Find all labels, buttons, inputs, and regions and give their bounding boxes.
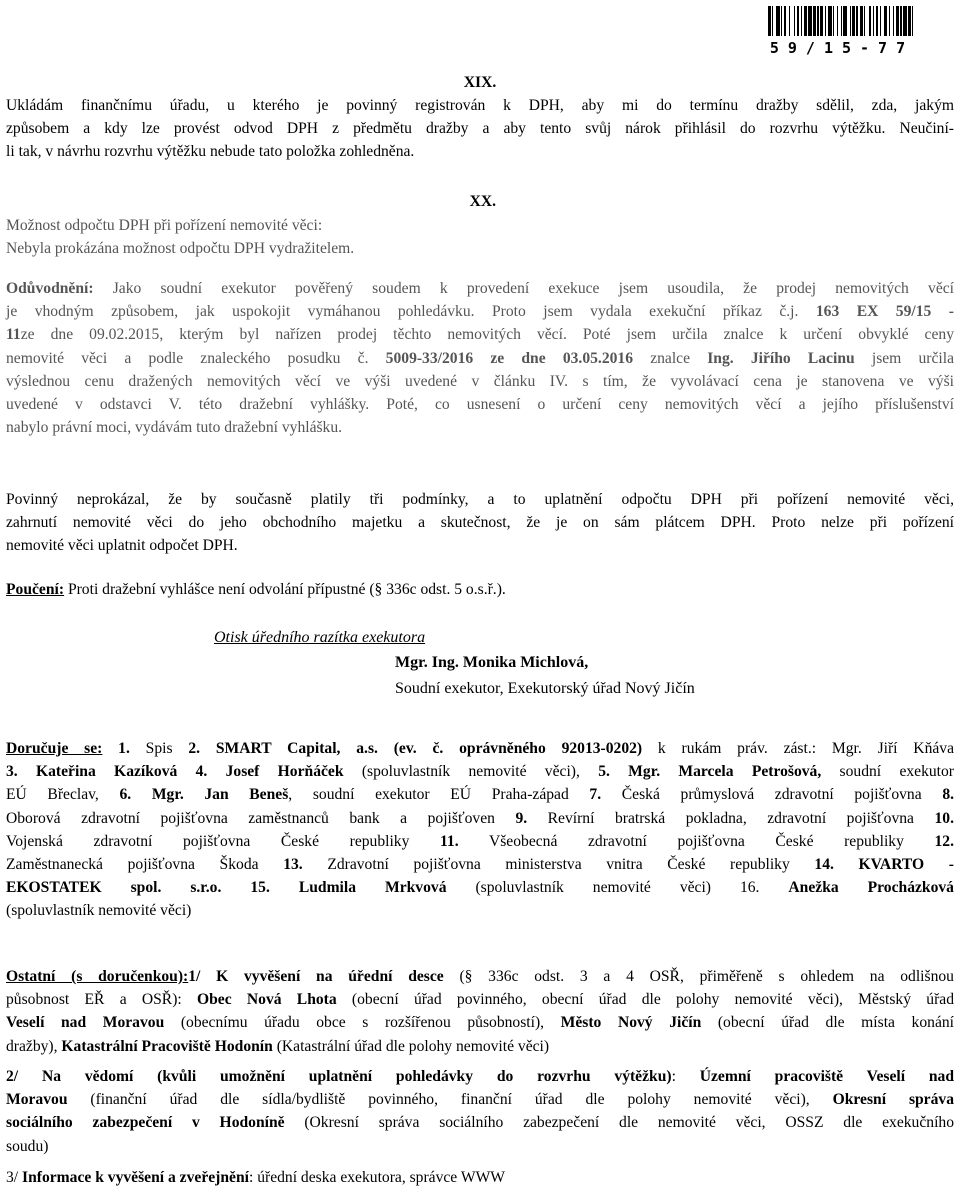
executor-role: Soudní exekutor, Exekutorský úřad Nový Jičín	[395, 680, 695, 697]
section-20-heading: XX.	[469, 193, 496, 210]
publication-info: 3/ Informace k vyvěšení a zveřejnění: úřední deska exekutora, správce WWW	[6, 1169, 506, 1186]
barcode	[736, 6, 948, 57]
delivery-list: Doručuje se: 1. Spis 2. SMART Capital, a.s. (ev. č. oprávněného 92013-0202) k rukám práv. zást.: Mgr. Jiří Kňáva 3. Kateřina Kazíková 4. Josef Horňáček (spoluvlastník nemovité věci), 5. Mgr. Marcela Petrošová, soudní exekutor EÚ Břeclav, 6. Mgr. Jan Beneš, soudní exekutor EÚ Praha-západ 7. Česká průmyslová zdravotní pojišťovna 8. Oborová zdravotní pojišťovna zaměstnanců bank a pojišťoven 9. Revírní bratrská pokladna, zdravotní pojišťovna 10. Vojenská zdravotní pojišťovna České republiky 11. Všeobecná zdravotní pojišťovna České republiky 12. Zaměstnanecká pojišťovna Škoda 13. Zdravotní pojišťovna ministerstva vnitra České republiky 14. KVARTO - EKOSTATEK spol. s.r.o. 15. Ludmila Mrkvová (spoluvlastník nemovité věci) 16. Anežka Procházková (spoluvlastník nemovité věci)	[6, 740, 955, 920]
barcode-bar	[913, 6, 916, 36]
obliged-paragraph: Povinný neprokázal, že by současně platily tři podmínky, a to uplatnění odpočtu DPH při pořízení nemovité věci, zahrnutí nemovité věci do jeho obchodního majetku a skutečnost, že je on sám plátcem DPH. Proto nelze při pořízení nemovité věci uplatnit odpočet DPH.	[6, 491, 954, 555]
others-label: Ostatní (s doručenkou):	[6, 968, 189, 985]
stamp-note: Otisk úředního razítka exekutora	[214, 629, 426, 646]
section-20-text: Možnost odpočtu DPH při pořízení nemovité věci: Nebyla prokázána možnost odpočtu DPH vydražitelem.	[6, 217, 355, 258]
delivery-label: Doručuje se:	[6, 740, 103, 757]
section-19-heading: XIX.	[463, 74, 497, 91]
barcode-number: 59/15-77	[769, 39, 915, 57]
instruction-paragraph: Poučení: Proti dražební vyhlášce není odvolání přípustné (§ 336c odst. 5 o.s.ř.).	[6, 581, 506, 598]
section-19-text: Ukládám finančnímu úřadu, u kterého je povinný registrován k DPH, aby mi do termínu dražby sdělil, zda, jakým způsobem a kdy lze provést odvod DPH z předmětu dražby a aby tento svůj nárok přihlásil do rozvrhu výtěžku. Neučiní- li tak, v návrhu rozvrhu výtěžku nebude tato položka zohledněna.	[6, 97, 954, 161]
barcode-bars	[736, 6, 948, 36]
instruction-label: Poučení:	[6, 581, 65, 598]
executor-name: Mgr. Ing. Monika Michlová,	[395, 654, 589, 671]
others-list: Ostatní (s doručenkou):1/ K vyvěšení na úřední desce (§ 336c odst. 3 a 4 OSŘ, přiměřeně s ohledem na odlišnou působnost EŘ a OSŘ): Obec Nová Lhota (obecní úřad povinného, obecní úřad dle polohy nemovité věci), Městský úřad Veselí nad Moravou (obecnímu úřadu obce s rozšířenou působností), Město Nový Jičín (obecní úřad dle místa konání dražby), Katastrální Pracoviště Hodonín (Katastrální úřad dle polohy nemovité věci)	[6, 968, 954, 1055]
reasoning-label: Odůvodnění:	[6, 280, 94, 297]
notice-list: 2/ Na vědomí (kvůli umožnění uplatnění pohledávky do rozvrhu výtěžku): Územní pracoviště Veselí nad Moravou (finanční úřad dle sídla/bydliště povinného, finanční úřad dle polohy nemovité věci), Okresní správa sociálního zabezpečení v Hodoníně (Okresní správa sociálního zabezpečení dle nemovité věci, OSSZ dle exekučního soudu)	[6, 1068, 955, 1155]
reasoning-section: Odůvodnění: Jako soudní exekutor pověřený soudem k provedení exekuce jsem usoudila, že prodej nemovitých věcí je vhodným způsobem, jak uspokojit vymáhanou pohledávku. Proto jsem vydala exekuční příkaz č.j. 163 EX 59/15 - 11ze dne 09.02.2015, kterým byl nařízen prodej těchto nemovitých věcí. Poté jsem určila znalce k určení obvyklé ceny nemovité věci a podle znaleckého posudku č. 5009-33/2016 ze dne 03.05.2016 znalce Ing. Jiřího Lacinu jsem určila výslednou cenu dražených nemovitých věcí ve výši uvedené v článku IV. s tím, že vyvolávací cena je stanovena ve výši uvedené v odstavci V. této dražební vyhlášky. Poté, co usnesení o určení ceny nemovitých věcí a jejího příslušenství nabylo právní moci, vydávám tuto dražební vyhlášku.	[6, 280, 954, 437]
